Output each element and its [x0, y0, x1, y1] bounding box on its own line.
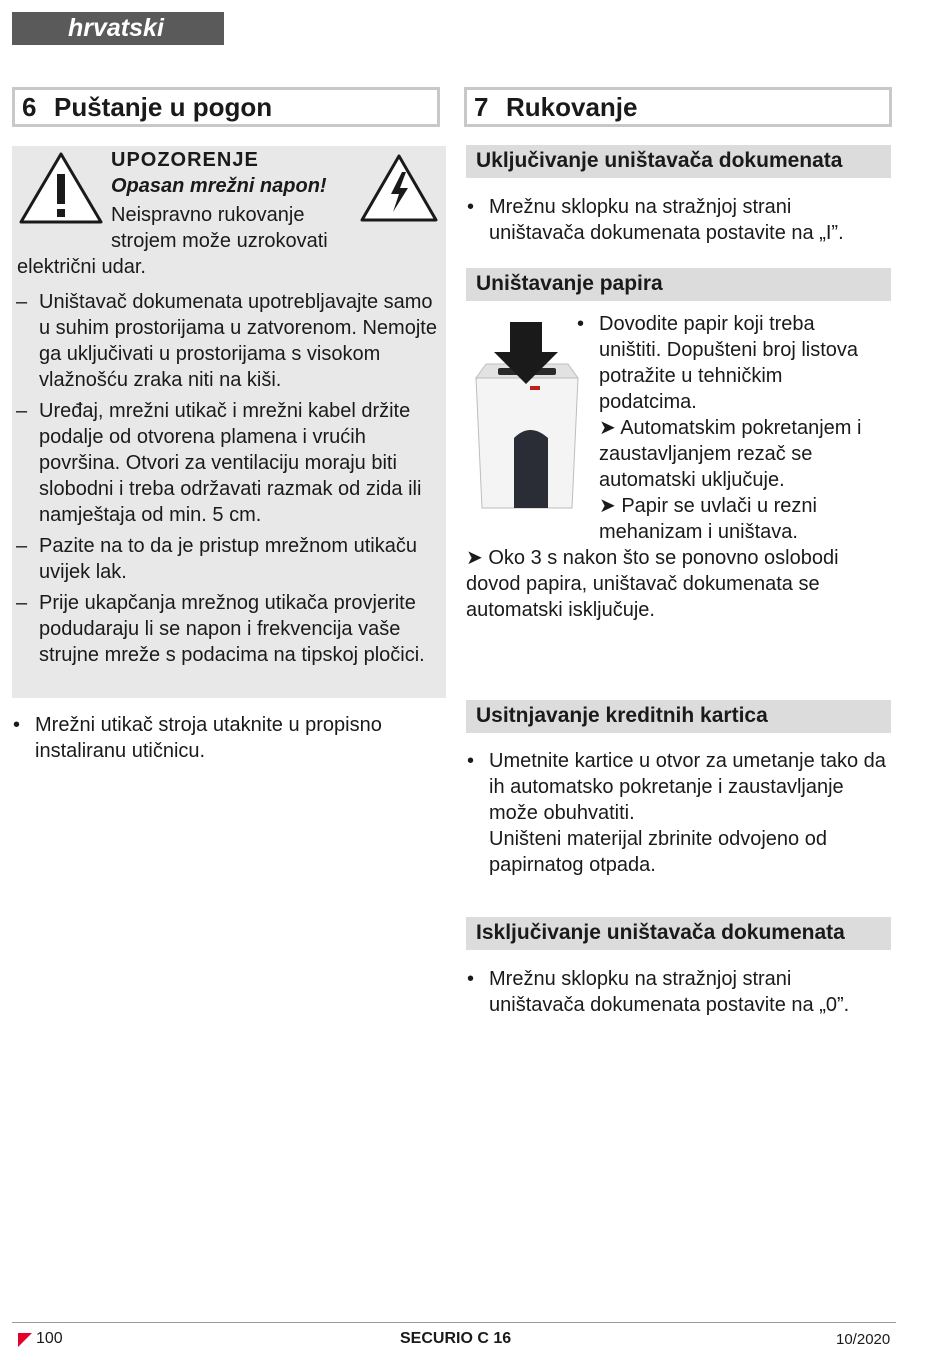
page-corner-mark-icon: [18, 1333, 32, 1347]
switch-off-instruction: • Mrežnu sklopku na stražnjoj strani uništavača dokumenata postavite na „0”.: [466, 966, 891, 1018]
warning-title: UPOZORENJE: [111, 149, 259, 171]
subheading-credit-cards: Usitnjavanje kreditnih kartica: [466, 700, 891, 733]
subheading-switch-off: Isključivanje uništavača dokumenata: [466, 917, 891, 950]
warning-subtitle: Opasan mrežni napon!: [111, 175, 327, 197]
credit-card-step: • Umetnite kartice u otvor za umetanje tako da ih automatsko pokretanje i zaustavljanje može obuhvatiti.: [489, 750, 886, 824]
section-6-number: 6: [22, 92, 37, 122]
list-item: – Uništavač dokumenata upotrebljavajte samo u suhim prostorijama u zatvorenom. Nemojte ga uključivati u prostorijama s visokom vlažnošću zraka niti na kiši.: [12, 289, 446, 393]
result-auto-start: ➤ Automatskim pokretanjem i zaustavljanjem rezač se automatski uključuje.: [599, 417, 862, 491]
plug-in-instruction: • Mrežni utikač stroja utaknite u propisno instaliranu utičnicu.: [12, 712, 422, 764]
section-7-title-text: Rukovanje: [506, 92, 638, 122]
list-item: – Pazite na to da je pristup mrežnom utikaču uvijek lak.: [12, 533, 446, 585]
result-arrow-icon: ➤: [599, 495, 622, 517]
result-auto-stop: ➤ Oko 3 s nakon što se ponovno oslobodi dovod papira, uništavač dokumenata se automatski isključuje.: [466, 547, 839, 621]
safety-list: [12, 289, 446, 673]
section-6-title-text: Puštanje u pogon: [54, 92, 273, 122]
language-tab: hrvatski: [12, 12, 224, 45]
warning-text-line: električni udar.: [17, 256, 146, 278]
list-item: – Prije ukapčanja mrežnog utikača provjerite podudaraju li se napon i frekvencija vaše strujne mreže s podacima na tipskoj pločici.: [12, 590, 446, 668]
subheading-shred-paper: Uništavanje papira: [466, 268, 891, 301]
section-7-number: 7: [474, 92, 489, 122]
warning-text-line: Neispravno rukovanje: [111, 204, 305, 226]
page-number: 100: [36, 1330, 63, 1347]
result-arrow-icon: ➤: [599, 417, 621, 439]
warning-box: [12, 146, 446, 698]
section-6-title: [12, 87, 440, 127]
credit-card-instruction: [466, 748, 891, 878]
warning-triangle-icon: [17, 150, 105, 226]
result-arrow-icon: ➤: [466, 547, 489, 569]
high-voltage-icon: [358, 152, 440, 224]
feed-paper-instruction: • Dovodite papir koji treba uništiti. Dopušteni broj listova potražite u tehničkim podatcima.: [576, 311, 876, 415]
warning-text-line: strojem može uzrokovati: [111, 230, 328, 252]
shredder-illustration: [468, 318, 586, 514]
switch-on-instruction: • Mrežnu sklopku na stražnjoj strani uništavača dokumenata postavite na „I”.: [466, 194, 891, 246]
credit-card-note: Uništeni materijal zbrinite odvojeno od papirnatog otpada.: [489, 828, 827, 876]
footer-divider: [12, 1322, 896, 1323]
section-7-title: [464, 87, 892, 127]
subheading-switch-on: Uključivanje uništavača dokumenata: [466, 145, 891, 178]
document-date: 10/2020: [836, 1331, 891, 1348]
result-paper-drawn: ➤ Papir se uvlači u rezni mehanizam i uništava.: [599, 495, 817, 543]
model-name: SECURIO C 16: [400, 1330, 512, 1347]
list-item: – Uređaj, mrežni utikač i mrežni kabel držite podalje od otvorena plamena i vrućih površina. Otvori za ventilaciju moraju biti slobodni i treba održavati razmak od zida ili namještaja od min. 5 cm.: [12, 398, 446, 528]
